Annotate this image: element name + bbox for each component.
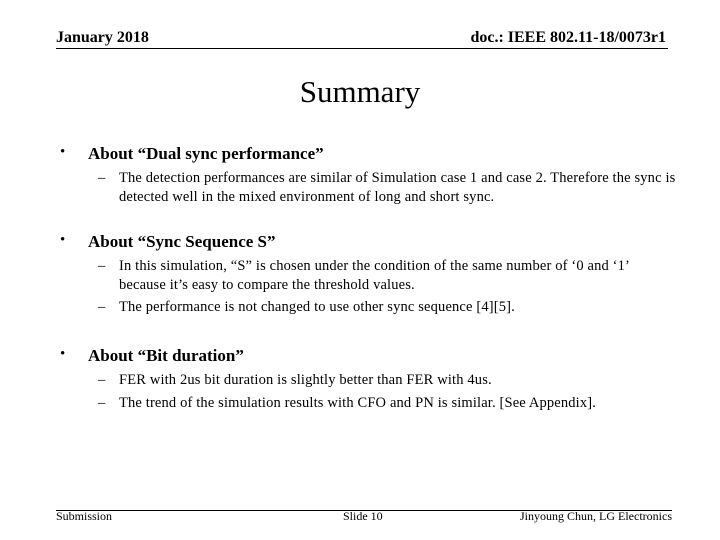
sub-item bbox=[98, 371, 678, 390]
sub-text: FER with 2us bit duration is slightly better than FER with 4us. bbox=[119, 372, 492, 388]
sub-marker: – bbox=[98, 299, 106, 315]
sub-item bbox=[98, 257, 678, 295]
sub-marker: – bbox=[98, 170, 106, 186]
sub-marker: – bbox=[98, 395, 106, 411]
footer-slide-number: Slide 10 bbox=[343, 509, 383, 523]
bullet-marker: • bbox=[60, 232, 66, 248]
bullet-text: About “Dual sync performance” bbox=[88, 144, 324, 163]
sub-item bbox=[98, 394, 678, 413]
bullet-text: About “Sync Sequence S” bbox=[88, 232, 276, 251]
sub-marker: – bbox=[98, 372, 106, 388]
header-rule bbox=[56, 48, 668, 49]
bullet-marker: • bbox=[60, 346, 66, 362]
bullet-marker: • bbox=[60, 144, 66, 160]
slide-title: Summary bbox=[299, 74, 421, 109]
footer-author: Jinyoung Chun, LG Electronics bbox=[520, 509, 672, 523]
footer-submission: Submission bbox=[56, 509, 113, 523]
sub-text: The performance is not changed to use other sync sequence [4][5]. bbox=[119, 299, 515, 315]
sub-text: The detection performances are similar of Simulation case 1 and case 2. Therefore the sync is detected well in the mixed environment of long and short sync. bbox=[119, 170, 676, 205]
bullet-text: About “Bit duration” bbox=[88, 346, 244, 365]
sub-marker: – bbox=[98, 258, 106, 274]
sub-text: In this simulation, “S” is chosen under the condition of the same number of ‘0 and ‘1’ because it’s easy to compare the threshold values. bbox=[119, 258, 629, 293]
sub-text: The trend of the simulation results with CFO and PN is similar. [See Appendix]. bbox=[119, 395, 597, 411]
header-date: January 2018 bbox=[56, 29, 149, 46]
sub-item bbox=[98, 169, 678, 207]
header-doc-id: doc.: IEEE 802.11-18/0073r1 bbox=[470, 29, 666, 46]
sub-item bbox=[98, 298, 678, 317]
